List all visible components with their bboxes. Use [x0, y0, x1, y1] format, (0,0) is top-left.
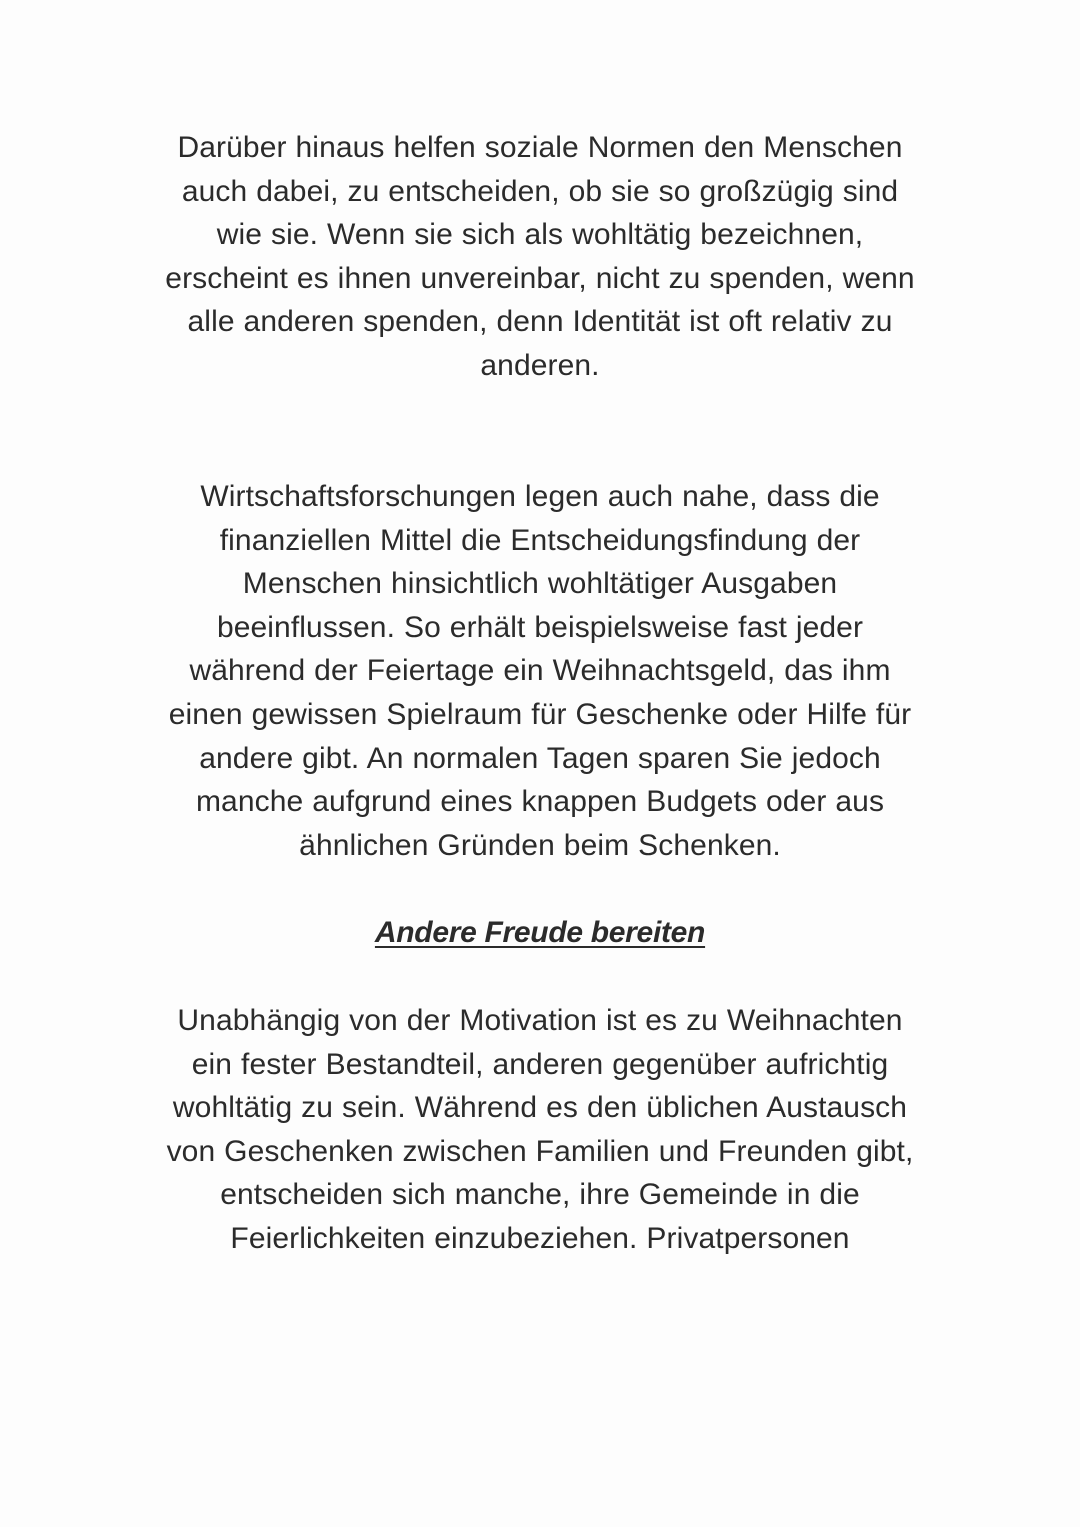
article-paragraph: Darüber hinaus helfen soziale Normen den Menschen auch dabei, zu entscheiden, ob sie so großzügig sind wie sie. Wenn sie sich als wohltätig bezeichnen, erscheint es ihnen unvereinbar, nicht zu spenden, wenn alle anderen spenden, denn Identität ist oft relativ zu anderen.	[165, 131, 915, 382]
section-heading: Andere Freude bereiten	[374, 916, 706, 949]
article-paragraph: Wirtschaftsforschungen legen auch nahe, dass die finanziellen Mittel die Entscheidungsfindung der Menschen hinsichtlich wohltätiger Ausgaben beeinflussen. So erhält beispielsweise fast jeder während der Feiertage ein Weihnachtsgeld, das ihm einen gewissen Spielraum für Geschenke oder Hilfe für andere gibt. An normalen Tagen sparen Sie jedoch manche aufgrund eines knappen Budgets oder aus ähnlichen Gründen beim Schenken.	[168, 480, 912, 862]
article-body	[140, 0, 940, 1527]
article-paragraph: Unabhängig von der Motivation ist es zu Weihnachten ein fester Bestandteil, anderen gegenüber aufrichtig wohltätig zu sein. Während es den üblichen Austausch von Geschenken zwischen Familien und Freunden gibt, entscheiden sich manche, ihre Gemeinde in die Feierlichkeiten einzubeziehen. Privatpersonen	[166, 1004, 914, 1255]
